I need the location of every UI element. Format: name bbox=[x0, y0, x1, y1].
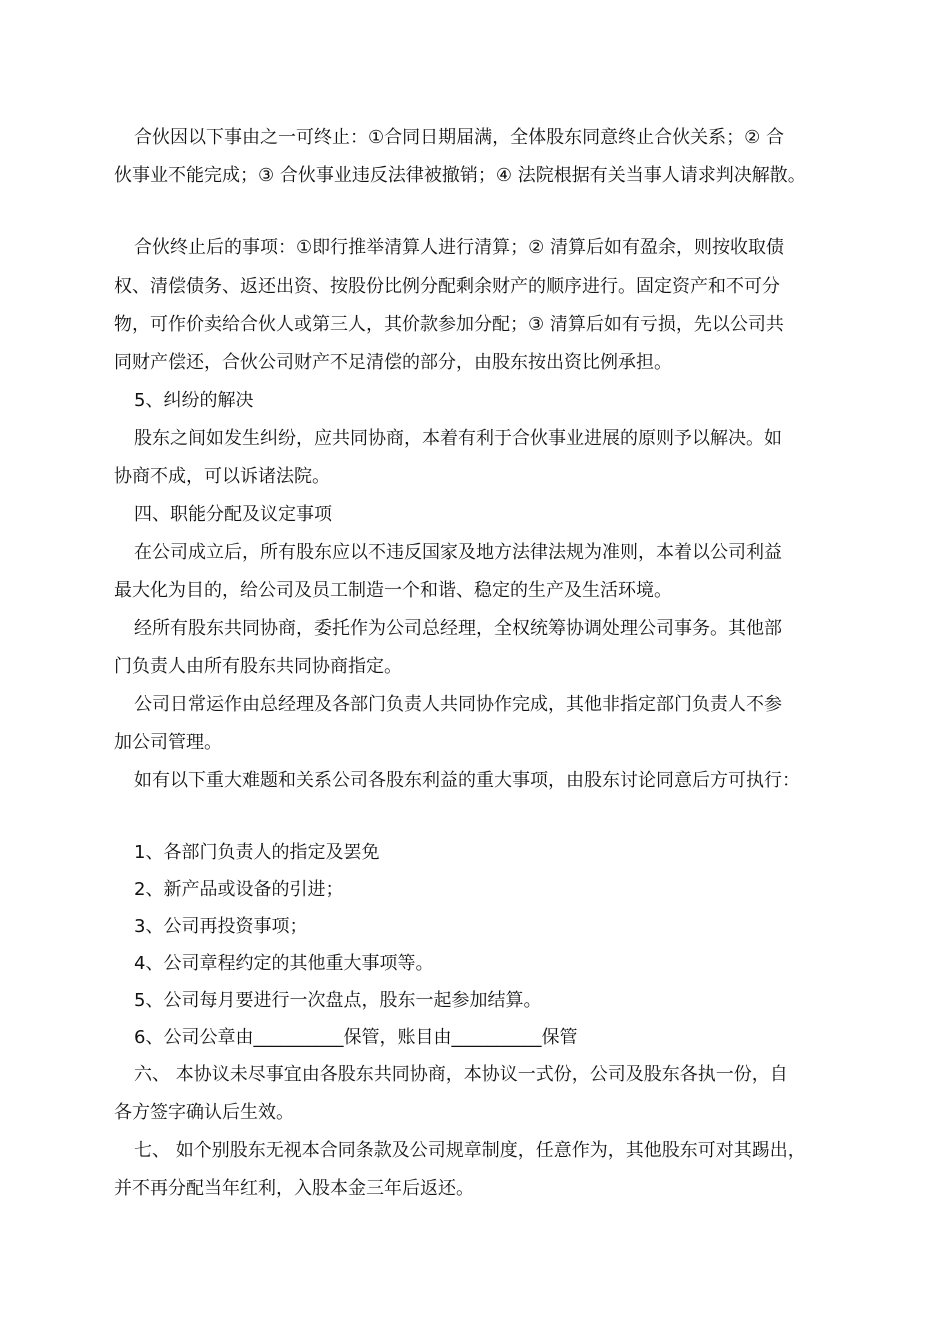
list-item: 6、公司公章由__________保管，账目由__________保管 bbox=[134, 1027, 578, 1048]
paragraph-company-line-1: 在公司成立后，所有股东应以不违反国家及地方法律法规为准则，本着以公司利益 bbox=[134, 542, 782, 563]
clause-six-line-1: 六、 本协议未尽事宜由各股东共同协商，本协议一式份，公司及股东各执一份，自 bbox=[134, 1064, 788, 1085]
list-item: 5、公司每月要进行一次盘点，股东一起参加结算。 bbox=[134, 990, 542, 1011]
list-item: 2、新产品或设备的引进； bbox=[134, 879, 344, 900]
clause-six-line-2: 各方签字确认后生效。 bbox=[114, 1102, 294, 1123]
paragraph-after-termination-line-1: 合伙终止后的事项：①即行推举清算人进行清算；② 清算后如有盈余，则按收取债 bbox=[134, 237, 784, 258]
paragraph-dispute-line-2: 协商不成，可以诉诸法院。 bbox=[114, 466, 330, 487]
paragraph-after-termination-line-3: 物，可作价卖给合伙人或第三人，其价款参加分配；③ 清算后如有亏损，先以公司共 bbox=[114, 314, 784, 335]
section-heading-dispute: 5、纠纷的解决 bbox=[134, 390, 254, 411]
paragraph-operation-line-1: 公司日常运作由总经理及各部门负责人共同协作完成，其他非指定部门负责人不参 bbox=[134, 694, 782, 715]
paragraph-termination-line-1: 合伙因以下事由之一可终止：①合同日期届满，全体股东同意终止合伙关系；② 合 bbox=[134, 127, 784, 148]
section-heading-functions: 四、职能分配及议定事项 bbox=[134, 504, 332, 525]
list-item: 1、各部门负责人的指定及罢免 bbox=[134, 842, 380, 863]
paragraph-after-termination-line-4: 同财产偿还，合伙公司财产不足清偿的部分，由股东按出资比例承担。 bbox=[114, 352, 672, 373]
paragraph-operation-line-2: 加公司管理。 bbox=[114, 732, 222, 753]
paragraph-dispute-line-1: 股东之间如发生纠纷，应共同协商，本着有利于合伙事业进展的原则予以解决。如 bbox=[134, 428, 782, 449]
list-item: 4、公司章程约定的其他重大事项等。 bbox=[134, 953, 434, 974]
clause-seven-line-2: 并不再分配当年红利，入股本金三年后返还。 bbox=[114, 1178, 474, 1199]
clause-seven-line-1: 七、 如个别股东无视本合同条款及公司规章制度，任意作为，其他股东可对其踢出， bbox=[134, 1140, 806, 1161]
paragraph-company-line-2: 最大化为目的，给公司及员工制造一个和谐、稳定的生产及生活环境。 bbox=[114, 580, 672, 601]
paragraph-manager-line-1: 经所有股东共同协商，委托作为公司总经理，全权统筹协调处理公司事务。其他部 bbox=[134, 618, 782, 639]
paragraph-after-termination-line-2: 权、清偿债务、返还出资、按股份比例分配剩余财产的顺序进行。固定资产和不可分 bbox=[114, 276, 780, 297]
list-item: 3、公司再投资事项； bbox=[134, 916, 308, 937]
paragraph-termination-line-2: 伙事业不能完成；③ 合伙事业违反法律被撤销；④ 法院根据有关当事人请求判决解散。 bbox=[114, 165, 806, 186]
paragraph-manager-line-2: 门负责人由所有股东共同协商指定。 bbox=[114, 656, 402, 677]
paragraph-major-matters: 如有以下重大难题和关系公司各股东利益的重大事项，由股东讨论同意后方可执行： bbox=[134, 770, 800, 791]
